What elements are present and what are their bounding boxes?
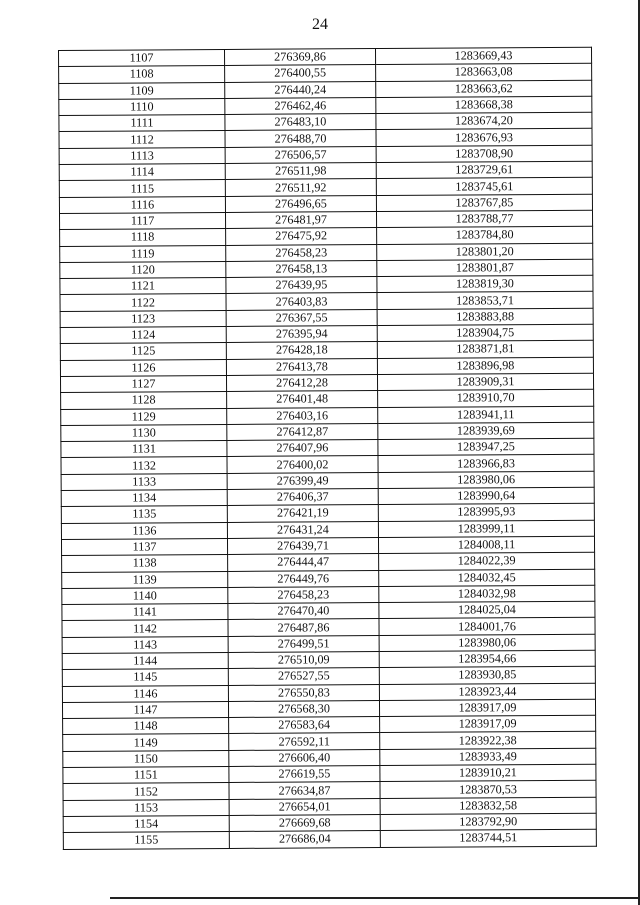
- x-coordinate-cell: 276606,40: [229, 749, 380, 766]
- x-coordinate-cell: 276440,24: [225, 81, 376, 98]
- point-number-cell: 1139: [62, 571, 228, 588]
- y-coordinate-cell: 1283883,88: [377, 308, 593, 326]
- y-coordinate-cell: 1283995,93: [378, 504, 594, 522]
- y-coordinate-cell: 1283729,61: [376, 161, 592, 179]
- x-coordinate-cell: 276444,47: [228, 554, 379, 571]
- point-number-cell: 1129: [61, 408, 227, 425]
- y-coordinate-cell: 1283999,11: [378, 520, 594, 538]
- x-coordinate-cell: 276421,19: [227, 505, 378, 522]
- y-coordinate-cell: 1283788,77: [376, 210, 592, 228]
- y-coordinate-cell: 1283784,80: [377, 227, 593, 245]
- table-body: [59, 47, 597, 849]
- y-coordinate-cell: 1283909,31: [377, 373, 593, 391]
- point-number-cell: 1131: [61, 441, 227, 458]
- y-coordinate-cell: 1283917,09: [379, 699, 595, 717]
- point-number-cell: 1127: [60, 375, 226, 392]
- point-number-cell: 1148: [63, 718, 229, 735]
- x-coordinate-cell: 276458,23: [228, 586, 379, 603]
- x-coordinate-cell: 276431,24: [227, 521, 378, 538]
- x-coordinate-cell: 276475,92: [226, 228, 377, 245]
- x-coordinate-cell: 276619,55: [229, 766, 380, 783]
- y-coordinate-cell: 1283930,85: [379, 667, 595, 685]
- page-number: 24: [312, 16, 328, 33]
- point-number-cell: 1149: [63, 734, 229, 751]
- x-coordinate-cell: 276413,78: [226, 358, 377, 375]
- table-row: [63, 829, 596, 849]
- x-coordinate-cell: 276400,55: [225, 65, 376, 82]
- point-number-cell: 1154: [63, 815, 229, 832]
- point-number-cell: 1116: [59, 196, 225, 213]
- y-coordinate-cell: 1283917,09: [380, 715, 596, 733]
- x-coordinate-cell: 276487,86: [228, 619, 379, 636]
- x-coordinate-cell: 276568,30: [228, 700, 379, 717]
- y-coordinate-cell: 1283801,87: [377, 259, 593, 277]
- point-number-cell: 1110: [59, 98, 225, 115]
- point-number-cell: 1114: [59, 164, 225, 181]
- x-coordinate-cell: 276439,71: [227, 537, 378, 554]
- x-coordinate-cell: 276462,46: [225, 97, 376, 114]
- point-number-cell: 1113: [59, 147, 225, 164]
- point-number-cell: 1146: [62, 685, 228, 702]
- point-number-cell: 1128: [61, 392, 227, 409]
- x-coordinate-cell: 276428,18: [226, 342, 377, 359]
- y-coordinate-cell: 1284008,11: [378, 536, 594, 554]
- y-coordinate-cell: 1283922,38: [380, 732, 596, 750]
- y-coordinate-cell: 1283676,93: [376, 129, 592, 147]
- y-coordinate-cell: 1283966,83: [378, 455, 594, 473]
- x-coordinate-cell: 276481,97: [225, 212, 376, 229]
- point-number-cell: 1124: [60, 327, 226, 344]
- x-coordinate-cell: 276483,10: [225, 114, 376, 131]
- y-coordinate-cell: 1283669,43: [375, 47, 591, 65]
- y-coordinate-cell: 1284025,04: [379, 601, 595, 619]
- x-coordinate-cell: 276470,40: [228, 603, 379, 620]
- x-coordinate-cell: 276407,96: [227, 440, 378, 457]
- point-number-cell: 1121: [60, 278, 226, 295]
- x-coordinate-cell: 276654,01: [229, 798, 380, 815]
- x-coordinate-cell: 276367,55: [226, 309, 377, 326]
- y-coordinate-cell: 1283941,11: [378, 406, 594, 424]
- x-coordinate-cell: 276592,11: [229, 733, 380, 750]
- x-coordinate-cell: 276406,37: [227, 489, 378, 506]
- x-coordinate-cell: 276412,87: [227, 423, 378, 440]
- y-coordinate-cell: 1283871,81: [377, 341, 593, 359]
- y-coordinate-cell: 1283745,61: [376, 178, 592, 196]
- y-coordinate-cell: 1284032,98: [379, 585, 595, 603]
- x-coordinate-cell: 276511,98: [225, 163, 376, 180]
- point-number-cell: 1108: [59, 66, 225, 83]
- x-coordinate-cell: 276399,49: [227, 472, 378, 489]
- x-coordinate-cell: 276488,70: [225, 130, 376, 147]
- y-coordinate-cell: 1283990,64: [378, 487, 594, 505]
- x-coordinate-cell: 276403,83: [226, 293, 377, 310]
- x-coordinate-cell: 276369,86: [224, 49, 375, 66]
- y-coordinate-cell: 1283744,51: [380, 829, 596, 847]
- y-coordinate-cell: 1283980,06: [378, 471, 594, 489]
- x-coordinate-cell: 276669,68: [229, 814, 380, 831]
- y-coordinate-cell: 1283980,06: [379, 634, 595, 652]
- point-number-cell: 1107: [59, 49, 225, 66]
- y-coordinate-cell: 1283954,66: [379, 650, 595, 668]
- point-number-cell: 1136: [61, 522, 227, 539]
- y-coordinate-cell: 1283910,21: [380, 764, 596, 782]
- point-number-cell: 1111: [59, 115, 225, 132]
- x-coordinate-cell: 276506,57: [225, 146, 376, 163]
- y-coordinate-cell: 1283923,44: [379, 683, 595, 701]
- point-number-cell: 1142: [62, 620, 228, 637]
- point-number-cell: 1123: [60, 310, 226, 327]
- x-coordinate-cell: 276401,48: [227, 391, 378, 408]
- y-coordinate-cell: 1283870,53: [380, 781, 596, 799]
- point-number-cell: 1137: [61, 538, 227, 555]
- point-number-cell: 1143: [62, 636, 228, 653]
- point-number-cell: 1145: [62, 669, 228, 686]
- x-coordinate-cell: 276439,95: [226, 277, 377, 294]
- point-number-cell: 1130: [61, 424, 227, 441]
- y-coordinate-cell: 1283947,25: [378, 438, 594, 456]
- x-coordinate-cell: 276527,55: [228, 668, 379, 685]
- x-coordinate-cell: 276458,13: [226, 260, 377, 277]
- point-number-cell: 1133: [61, 473, 227, 490]
- point-number-cell: 1135: [61, 506, 227, 523]
- point-number-cell: 1125: [60, 343, 226, 360]
- point-number-cell: 1155: [63, 832, 229, 849]
- y-coordinate-cell: 1283801,20: [377, 243, 593, 261]
- x-coordinate-cell: 276686,04: [229, 831, 380, 848]
- x-coordinate-cell: 276583,64: [229, 717, 380, 734]
- y-coordinate-cell: 1284032,45: [379, 569, 595, 587]
- y-coordinate-cell: 1283792,90: [380, 813, 596, 831]
- point-number-cell: 1115: [59, 180, 225, 197]
- point-number-cell: 1120: [60, 261, 226, 278]
- point-number-cell: 1153: [63, 799, 229, 816]
- point-number-cell: 1138: [62, 555, 228, 572]
- y-coordinate-cell: 1283819,30: [377, 275, 593, 293]
- y-coordinate-cell: 1283904,75: [377, 324, 593, 342]
- y-coordinate-cell: 1283663,62: [376, 80, 592, 98]
- x-coordinate-cell: 276510,09: [228, 652, 379, 669]
- y-coordinate-cell: 1283939,69: [378, 422, 594, 440]
- y-coordinate-cell: 1283933,49: [380, 748, 596, 766]
- y-coordinate-cell: 1283767,85: [376, 194, 592, 212]
- x-coordinate-cell: 276499,51: [228, 635, 379, 652]
- point-number-cell: 1151: [63, 767, 229, 784]
- y-coordinate-cell: 1284001,76: [379, 618, 595, 636]
- point-number-cell: 1118: [60, 229, 226, 246]
- point-number-cell: 1109: [59, 82, 225, 99]
- point-number-cell: 1150: [63, 750, 229, 767]
- y-coordinate-cell: 1283663,08: [376, 64, 592, 82]
- x-coordinate-cell: 276449,76: [228, 570, 379, 587]
- x-coordinate-cell: 276511,92: [225, 179, 376, 196]
- x-coordinate-cell: 276550,83: [228, 684, 379, 701]
- x-coordinate-cell: 276395,94: [226, 326, 377, 343]
- point-number-cell: 1112: [59, 131, 225, 148]
- y-coordinate-cell: 1283668,38: [376, 96, 592, 114]
- point-number-cell: 1134: [61, 489, 227, 506]
- x-coordinate-cell: 276458,23: [226, 244, 377, 261]
- point-number-cell: 1140: [62, 587, 228, 604]
- point-number-cell: 1122: [60, 294, 226, 311]
- point-number-cell: 1126: [60, 359, 226, 376]
- coordinates-table: [58, 47, 597, 850]
- point-number-cell: 1147: [62, 701, 228, 718]
- point-number-cell: 1152: [63, 783, 229, 800]
- x-coordinate-cell: 276496,65: [225, 195, 376, 212]
- scan-edge-bottom: [110, 897, 640, 899]
- point-number-cell: 1132: [61, 457, 227, 474]
- x-coordinate-cell: 276400,02: [227, 456, 378, 473]
- y-coordinate-cell: 1283832,58: [380, 797, 596, 815]
- point-number-cell: 1117: [59, 212, 225, 229]
- point-number-cell: 1144: [62, 652, 228, 669]
- y-coordinate-cell: 1283674,20: [376, 112, 592, 130]
- x-coordinate-cell: 276403,16: [227, 407, 378, 424]
- y-coordinate-cell: 1284022,39: [379, 552, 595, 570]
- point-number-cell: 1119: [60, 245, 226, 262]
- x-coordinate-cell: 276412,28: [226, 374, 377, 391]
- y-coordinate-cell: 1283910,70: [378, 389, 594, 407]
- point-number-cell: 1141: [62, 604, 228, 621]
- y-coordinate-cell: 1283853,71: [377, 292, 593, 310]
- x-coordinate-cell: 276634,87: [229, 782, 380, 799]
- y-coordinate-cell: 1283708,90: [376, 145, 592, 163]
- y-coordinate-cell: 1283896,98: [377, 357, 593, 375]
